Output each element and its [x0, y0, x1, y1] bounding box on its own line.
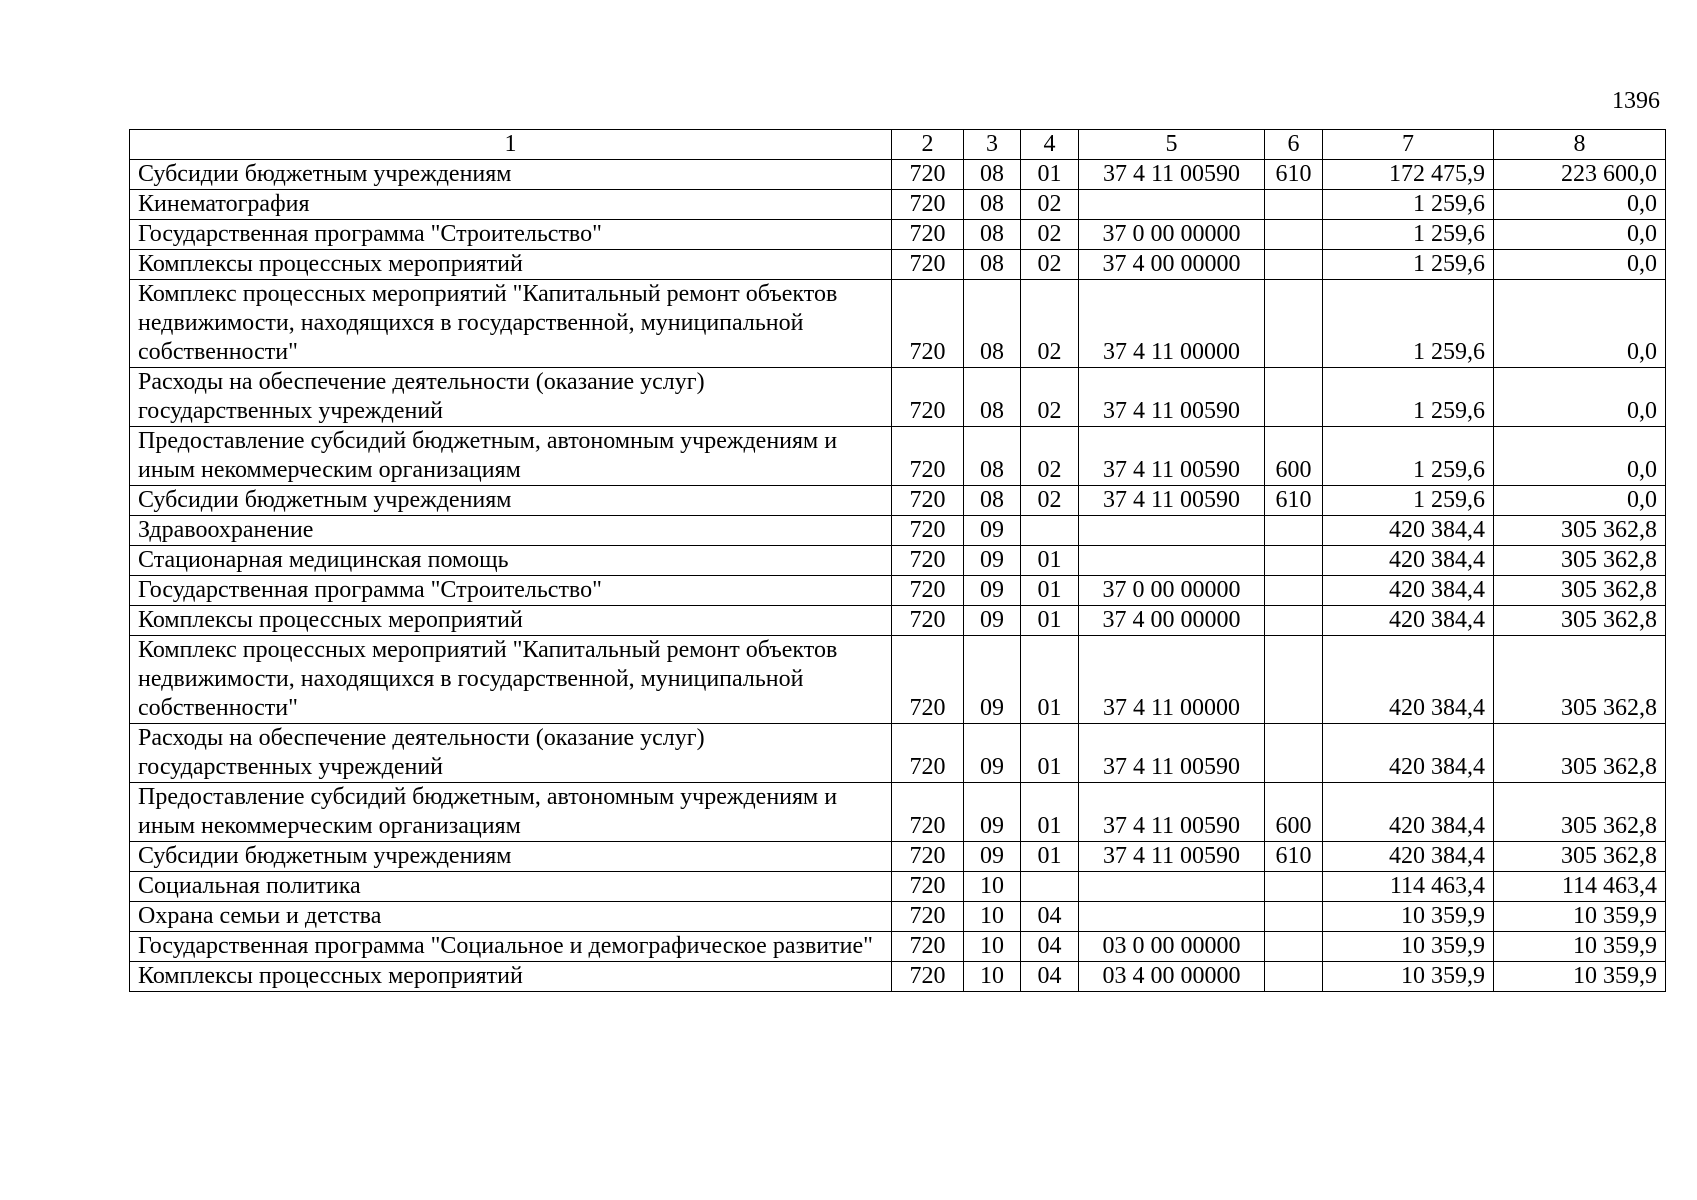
- expense-type-code-cell: [1265, 546, 1323, 576]
- amount-cell: 420 384,4: [1323, 842, 1494, 872]
- ministry-code-cell: 720: [892, 783, 964, 842]
- section-code-cell: 09: [964, 576, 1021, 606]
- subsection-code-cell: 02: [1021, 427, 1079, 486]
- target-item-code-cell: 37 4 11 00000: [1079, 636, 1265, 724]
- column-header: 4: [1021, 130, 1079, 160]
- subsection-code-cell: 01: [1021, 546, 1079, 576]
- amount-cell: 420 384,4: [1323, 576, 1494, 606]
- amount-cell: 305 362,8: [1494, 724, 1666, 783]
- ministry-code-cell: 720: [892, 724, 964, 783]
- ministry-code-cell: 720: [892, 280, 964, 368]
- target-item-code-cell: 03 4 00 00000: [1079, 962, 1265, 992]
- column-header: 5: [1079, 130, 1265, 160]
- amount-cell: 1 259,6: [1323, 486, 1494, 516]
- expense-type-code-cell: [1265, 516, 1323, 546]
- target-item-code-cell: 37 4 11 00590: [1079, 427, 1265, 486]
- table-row: [130, 546, 1666, 576]
- expense-type-code-cell: 600: [1265, 783, 1323, 842]
- target-item-code-cell: 37 4 11 00590: [1079, 486, 1265, 516]
- amount-cell: 10 359,9: [1494, 962, 1666, 992]
- expense-type-code-cell: [1265, 250, 1323, 280]
- ministry-code-cell: 720: [892, 516, 964, 546]
- expense-type-code-cell: [1265, 902, 1323, 932]
- amount-cell: 305 362,8: [1494, 842, 1666, 872]
- amount-cell: 305 362,8: [1494, 516, 1666, 546]
- target-item-code-cell: 37 4 11 00590: [1079, 724, 1265, 783]
- target-item-code-cell: [1079, 872, 1265, 902]
- column-header: 6: [1265, 130, 1323, 160]
- expense-name-cell: Охрана семьи и детства: [130, 902, 892, 932]
- expense-name-cell: Комплекс процессных мероприятий "Капитальный ремонт объектов недвижимости, находящихся в государственной, муниципальной собственности": [130, 280, 892, 368]
- column-header: 3: [964, 130, 1021, 160]
- expense-type-code-cell: [1265, 932, 1323, 962]
- column-header: 8: [1494, 130, 1666, 160]
- expense-type-code-cell: [1265, 606, 1323, 636]
- subsection-code-cell: 01: [1021, 724, 1079, 783]
- expense-type-code-cell: [1265, 636, 1323, 724]
- target-item-code-cell: 37 4 11 00590: [1079, 160, 1265, 190]
- expense-name-cell: Расходы на обеспечение деятельности (оказание услуг) государственных учреждений: [130, 724, 892, 783]
- table-row: [130, 636, 1666, 724]
- ministry-code-cell: 720: [892, 250, 964, 280]
- amount-cell: 1 259,6: [1323, 368, 1494, 427]
- target-item-code-cell: [1079, 190, 1265, 220]
- column-header: 2: [892, 130, 964, 160]
- subsection-code-cell: 02: [1021, 368, 1079, 427]
- column-header: 7: [1323, 130, 1494, 160]
- section-code-cell: 08: [964, 250, 1021, 280]
- expense-name-cell: Предоставление субсидий бюджетным, автономным учреждениям и иным некоммерческим организациям: [130, 783, 892, 842]
- amount-cell: 305 362,8: [1494, 783, 1666, 842]
- table-row: [130, 516, 1666, 546]
- expense-name-cell: Государственная программа "Строительство": [130, 220, 892, 250]
- target-item-code-cell: 37 4 00 00000: [1079, 606, 1265, 636]
- section-code-cell: 08: [964, 280, 1021, 368]
- expense-name-cell: Государственная программа "Социальное и демографическое развитие": [130, 932, 892, 962]
- table-row: [130, 220, 1666, 250]
- subsection-code-cell: 01: [1021, 576, 1079, 606]
- table-row: [130, 486, 1666, 516]
- table-row: [130, 160, 1666, 190]
- amount-cell: 0,0: [1494, 427, 1666, 486]
- section-code-cell: 10: [964, 872, 1021, 902]
- page-number: 1396: [1612, 88, 1660, 114]
- table-row: [130, 962, 1666, 992]
- table-row: [130, 606, 1666, 636]
- expense-name-cell: Предоставление субсидий бюджетным, автономным учреждениям и иным некоммерческим организациям: [130, 427, 892, 486]
- ministry-code-cell: 720: [892, 872, 964, 902]
- expense-name-cell: Субсидии бюджетным учреждениям: [130, 160, 892, 190]
- subsection-code-cell: 02: [1021, 220, 1079, 250]
- ministry-code-cell: 720: [892, 546, 964, 576]
- amount-cell: 420 384,4: [1323, 724, 1494, 783]
- amount-cell: 223 600,0: [1494, 160, 1666, 190]
- target-item-code-cell: 37 4 11 00590: [1079, 783, 1265, 842]
- amount-cell: 305 362,8: [1494, 576, 1666, 606]
- section-code-cell: 09: [964, 724, 1021, 783]
- amount-cell: 1 259,6: [1323, 220, 1494, 250]
- expense-name-cell: Расходы на обеспечение деятельности (оказание услуг) государственных учреждений: [130, 368, 892, 427]
- expense-name-cell: Субсидии бюджетным учреждениям: [130, 486, 892, 516]
- section-code-cell: 08: [964, 486, 1021, 516]
- section-code-cell: 08: [964, 160, 1021, 190]
- section-code-cell: 08: [964, 368, 1021, 427]
- subsection-code-cell: 01: [1021, 160, 1079, 190]
- expense-name-cell: Кинематография: [130, 190, 892, 220]
- expense-type-code-cell: [1265, 872, 1323, 902]
- expense-name-cell: Комплекс процессных мероприятий "Капитальный ремонт объектов недвижимости, находящихся в государственной, муниципальной собственности": [130, 636, 892, 724]
- subsection-code-cell: [1021, 872, 1079, 902]
- section-code-cell: 10: [964, 902, 1021, 932]
- amount-cell: 10 359,9: [1323, 962, 1494, 992]
- budget-table: [129, 129, 1666, 992]
- table-row: [130, 842, 1666, 872]
- amount-cell: 0,0: [1494, 220, 1666, 250]
- amount-cell: 420 384,4: [1323, 636, 1494, 724]
- table-row: [130, 872, 1666, 902]
- table-row: [130, 724, 1666, 783]
- expense-type-code-cell: 610: [1265, 486, 1323, 516]
- table-row: [130, 427, 1666, 486]
- target-item-code-cell: 37 4 00 00000: [1079, 250, 1265, 280]
- ministry-code-cell: 720: [892, 842, 964, 872]
- amount-cell: 10 359,9: [1323, 932, 1494, 962]
- expense-type-code-cell: [1265, 576, 1323, 606]
- expense-type-code-cell: [1265, 724, 1323, 783]
- section-code-cell: 08: [964, 190, 1021, 220]
- ministry-code-cell: 720: [892, 220, 964, 250]
- amount-cell: 420 384,4: [1323, 546, 1494, 576]
- amount-cell: 10 359,9: [1323, 902, 1494, 932]
- expense-name-cell: Комплексы процессных мероприятий: [130, 606, 892, 636]
- amount-cell: 1 259,6: [1323, 190, 1494, 220]
- subsection-code-cell: 04: [1021, 962, 1079, 992]
- expense-type-code-cell: [1265, 190, 1323, 220]
- section-code-cell: 10: [964, 932, 1021, 962]
- expense-name-cell: Комплексы процессных мероприятий: [130, 250, 892, 280]
- amount-cell: 1 259,6: [1323, 280, 1494, 368]
- subsection-code-cell: 02: [1021, 486, 1079, 516]
- subsection-code-cell: 01: [1021, 842, 1079, 872]
- expense-name-cell: Государственная программа "Строительство": [130, 576, 892, 606]
- ministry-code-cell: 720: [892, 427, 964, 486]
- section-code-cell: 10: [964, 962, 1021, 992]
- ministry-code-cell: 720: [892, 160, 964, 190]
- expense-type-code-cell: [1265, 280, 1323, 368]
- section-code-cell: 09: [964, 783, 1021, 842]
- amount-cell: 172 475,9: [1323, 160, 1494, 190]
- expense-type-code-cell: [1265, 368, 1323, 427]
- section-code-cell: 09: [964, 516, 1021, 546]
- target-item-code-cell: 37 0 00 00000: [1079, 576, 1265, 606]
- amount-cell: 0,0: [1494, 486, 1666, 516]
- table-row: [130, 280, 1666, 368]
- table-row: [130, 190, 1666, 220]
- subsection-code-cell: 01: [1021, 783, 1079, 842]
- amount-cell: 420 384,4: [1323, 606, 1494, 636]
- amount-cell: 114 463,4: [1323, 872, 1494, 902]
- ministry-code-cell: 720: [892, 636, 964, 724]
- expense-name-cell: Социальная политика: [130, 872, 892, 902]
- target-item-code-cell: 37 4 11 00590: [1079, 842, 1265, 872]
- section-code-cell: 08: [964, 220, 1021, 250]
- expense-name-cell: Субсидии бюджетным учреждениям: [130, 842, 892, 872]
- table-row: [130, 368, 1666, 427]
- table-row: [130, 576, 1666, 606]
- expense-type-code-cell: 610: [1265, 160, 1323, 190]
- amount-cell: 0,0: [1494, 280, 1666, 368]
- table-row: [130, 250, 1666, 280]
- amount-cell: 1 259,6: [1323, 427, 1494, 486]
- target-item-code-cell: [1079, 902, 1265, 932]
- ministry-code-cell: 720: [892, 902, 964, 932]
- table-row: [130, 902, 1666, 932]
- target-item-code-cell: [1079, 546, 1265, 576]
- subsection-code-cell: 02: [1021, 250, 1079, 280]
- ministry-code-cell: 720: [892, 606, 964, 636]
- column-header: 1: [130, 130, 892, 160]
- amount-cell: 10 359,9: [1494, 902, 1666, 932]
- amount-cell: 1 259,6: [1323, 250, 1494, 280]
- amount-cell: 114 463,4: [1494, 872, 1666, 902]
- section-code-cell: 08: [964, 427, 1021, 486]
- expense-name-cell: Здравоохранение: [130, 516, 892, 546]
- subsection-code-cell: 02: [1021, 190, 1079, 220]
- header-row: [130, 130, 1666, 160]
- expense-name-cell: Стационарная медицинская помощь: [130, 546, 892, 576]
- ministry-code-cell: 720: [892, 486, 964, 516]
- subsection-code-cell: 01: [1021, 606, 1079, 636]
- amount-cell: 420 384,4: [1323, 783, 1494, 842]
- amount-cell: 305 362,8: [1494, 546, 1666, 576]
- section-code-cell: 09: [964, 636, 1021, 724]
- table-row: [130, 783, 1666, 842]
- ministry-code-cell: 720: [892, 932, 964, 962]
- section-code-cell: 09: [964, 842, 1021, 872]
- target-item-code-cell: 37 4 11 00590: [1079, 368, 1265, 427]
- table-body: [130, 160, 1666, 992]
- section-code-cell: 09: [964, 606, 1021, 636]
- amount-cell: 305 362,8: [1494, 606, 1666, 636]
- target-item-code-cell: 03 0 00 00000: [1079, 932, 1265, 962]
- subsection-code-cell: 01: [1021, 636, 1079, 724]
- amount-cell: 305 362,8: [1494, 636, 1666, 724]
- amount-cell: 0,0: [1494, 368, 1666, 427]
- expense-type-code-cell: 600: [1265, 427, 1323, 486]
- section-code-cell: 09: [964, 546, 1021, 576]
- amount-cell: 420 384,4: [1323, 516, 1494, 546]
- expense-type-code-cell: 610: [1265, 842, 1323, 872]
- expense-type-code-cell: [1265, 962, 1323, 992]
- target-item-code-cell: 37 4 11 00000: [1079, 280, 1265, 368]
- expense-type-code-cell: [1265, 220, 1323, 250]
- amount-cell: 10 359,9: [1494, 932, 1666, 962]
- ministry-code-cell: 720: [892, 368, 964, 427]
- subsection-code-cell: [1021, 516, 1079, 546]
- ministry-code-cell: 720: [892, 576, 964, 606]
- ministry-code-cell: 720: [892, 962, 964, 992]
- subsection-code-cell: 04: [1021, 902, 1079, 932]
- target-item-code-cell: 37 0 00 00000: [1079, 220, 1265, 250]
- subsection-code-cell: 02: [1021, 280, 1079, 368]
- amount-cell: 0,0: [1494, 250, 1666, 280]
- target-item-code-cell: [1079, 516, 1265, 546]
- amount-cell: 0,0: [1494, 190, 1666, 220]
- table-row: [130, 932, 1666, 962]
- subsection-code-cell: 04: [1021, 932, 1079, 962]
- expense-name-cell: Комплексы процессных мероприятий: [130, 962, 892, 992]
- ministry-code-cell: 720: [892, 190, 964, 220]
